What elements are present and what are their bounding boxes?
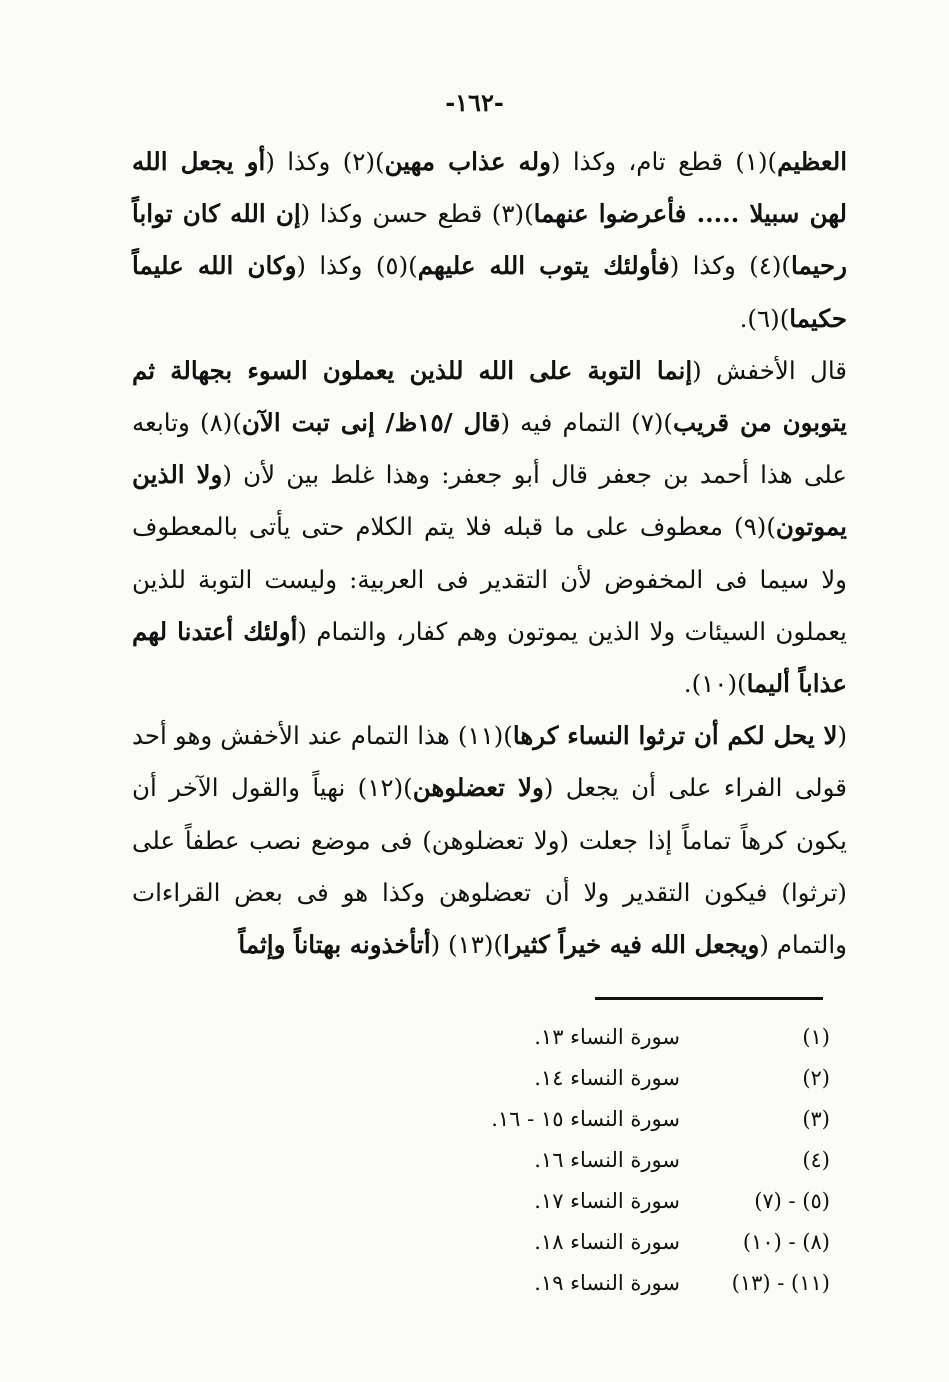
quran-quote: وله عذاب مهين <box>384 147 551 176</box>
text-segment: )(٣) قطع حسن وكذا ( <box>300 199 534 229</box>
footnote <box>420 1222 830 1263</box>
footnote-text: سورة النساء ١٧. <box>534 1189 680 1213</box>
text-segment: ( <box>837 721 847 751</box>
quran-quote: ولا الذين يموتون <box>132 460 847 542</box>
text-segment: )(٨) وتابعه على هذا أحمد بن جعفر قال أبو جعفر: وهذا غلط بين لأن ( <box>132 408 848 490</box>
quran-quote: إن الله كان تواباً رحيما <box>132 199 847 281</box>
footnote <box>420 1140 830 1181</box>
quran-quote: أولئك أعتدنا لهم عذاباً أليما <box>132 616 847 699</box>
footnote-marker: (٥) - (٧) <box>754 1189 830 1213</box>
footnote-marker: (١) <box>802 1025 830 1049</box>
footnote-text: سورة النساء ١٥ - ١٦. <box>491 1107 680 1131</box>
quran-quote: أتأخذونه بهتاناً وإثماً <box>238 930 431 960</box>
quran-quote: فأولئك يتوب الله عليهم <box>417 251 670 281</box>
text-segment: )(٦). <box>739 303 790 333</box>
quran-quote: ويجعل الله فيه خيراً كثيرا <box>503 930 760 960</box>
quran-quote: وكان الله عليماً حكيما <box>132 251 847 333</box>
footnote-marker: (٤) <box>802 1148 830 1172</box>
text-segment: )(١٢) نهياً والقول الآخر أن يكون كرهاً تماماً إذا جعلت (ولا تعضلوهن) فى موضع نصب عطفاً على (ترثوا) فيكون التقدير ولا أن تعضلوهن وكذا هو فى بعض القراءات والتمام ( <box>132 773 847 960</box>
footnote-marker: (٢) <box>802 1066 830 1090</box>
footnote-text: سورة النساء ١٩. <box>534 1271 680 1295</box>
footnote <box>420 1263 830 1304</box>
quran-quote: أو يجعل الله لهن سبيلا ..... فأعرضوا عنهما <box>132 147 848 229</box>
footnote-marker: (١١) - (١٣) <box>731 1271 830 1295</box>
text-segment: )(١) قطع تام، وكذا ( <box>550 147 778 176</box>
footnote-text: سورة النساء ١٣. <box>534 1025 680 1049</box>
text-segment: )(١٣) ( <box>430 930 503 960</box>
footnote-text: سورة النساء ١٤. <box>534 1066 680 1090</box>
text-segment: )(٤) وكذا ( <box>669 251 791 281</box>
footnote <box>420 1017 830 1058</box>
quran-quote: العظيم <box>777 147 847 176</box>
text-segment: )(٥) وكذا ( <box>296 251 418 281</box>
quran-quote: ولا تعضلوهن <box>412 773 544 803</box>
text-segment: )(٢) وكذا ( <box>265 147 385 176</box>
text-segment: )(١١) هذا التمام عند الأخفش وهو أحد قولى الفراء على أن يجعل ( <box>132 721 847 803</box>
paragraph <box>132 345 847 710</box>
quran-quote: قال /١٥ظ/ إنى تبت الآن <box>241 408 501 438</box>
text-segment: )(٧) التمام فيه ( <box>500 408 673 438</box>
page-number: -١٦٢- <box>445 88 504 117</box>
paragraph <box>132 136 847 345</box>
footnote <box>420 1099 830 1140</box>
footnotes <box>420 1017 830 1304</box>
footnote-text: سورة النساء ١٨. <box>534 1230 680 1254</box>
footnote-text: سورة النساء ١٦. <box>534 1148 680 1172</box>
footnote <box>420 1058 830 1099</box>
footnote-marker: (٨) - (١٠) <box>742 1230 830 1254</box>
footnote-marker: (٣) <box>802 1107 830 1131</box>
text-segment: قال الأخفش ( <box>692 355 847 385</box>
main-text <box>132 136 847 971</box>
quran-quote: إنما التوبة على الله للذين يعملون السوء بجهالة ثم يتوبون من قريب <box>132 355 847 438</box>
text-segment: )(١٠). <box>683 669 747 699</box>
paragraph <box>132 710 847 971</box>
footnote-divider <box>595 997 823 1000</box>
footnote <box>420 1181 830 1222</box>
quran-quote: لا يحل لكم أن ترثوا النساء كرها <box>512 721 838 751</box>
text-segment: )(٩) معطوف على ما قبله فلا يتم الكلام حتى يأتى بالمعطوف ولا سيما فى المخفوض لأن التقدير فى العربية: وليست التوبة للذين يعملون السيئات ولا الذين يموتون وهم كفار، والتمام ( <box>132 512 847 646</box>
